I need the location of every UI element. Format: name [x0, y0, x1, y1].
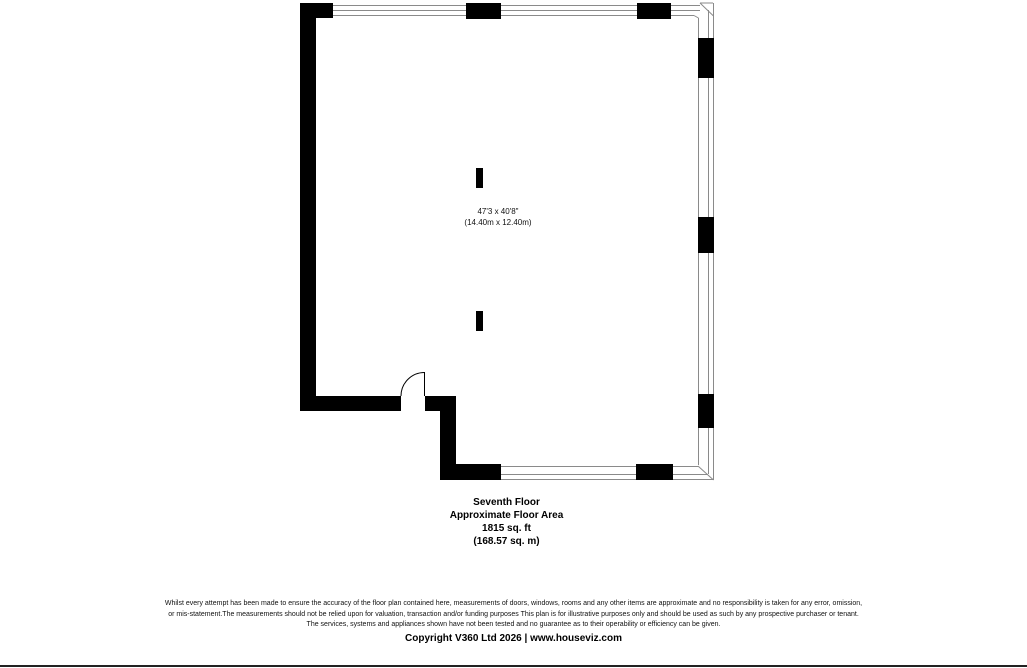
disclaimer-line-2: or mis-statement.The measurements should not be relied upon for valuation, transaction and/or funding purposes This plan is for illustrative purposes only and should be used as such by any prospective purchaser or tenant.: [168, 610, 859, 618]
floor-area-label: Approximate Floor Area: [449, 510, 564, 521]
wall-bottom-left: [300, 396, 401, 411]
floor-name: Seventh Floor: [473, 497, 540, 508]
pier-right-2: [698, 217, 714, 253]
disclaimer: [40, 599, 987, 631]
floor-area-sqm: (168.57 sq. m): [473, 536, 540, 547]
pier-top-1: [466, 3, 501, 19]
disclaimer-line-1: Whilst every attempt has been made to ensure the accuracy of the floor plan contained here, measurements of doors, windows, rooms and any other items are approximate and no responsibility is taken for any error, omission,: [164, 600, 863, 607]
column-1: [476, 168, 483, 188]
wall-bottom: [440, 464, 501, 480]
door-swing-arc: [401, 373, 425, 397]
column-2: [476, 311, 483, 331]
corner-bottom-right-diag: [698, 466, 714, 480]
floor-area-sqft: 1815 sq. ft: [482, 523, 531, 534]
pier-right-3: [698, 394, 714, 428]
bottom-divider: [0, 665, 1027, 667]
pier-right-1: [698, 38, 714, 78]
room-dimensions: [398, 206, 598, 228]
pier-bottom: [636, 464, 673, 480]
door: [401, 372, 425, 396]
pier-top-2: [637, 3, 671, 19]
disclaimer-line-3: The services, systems and appliances shown have not been tested and no guarantee as to their operability or efficiency can be given.: [306, 621, 721, 628]
copyright: Copyright V360 Ltd 2026 | www.houseviz.com: [405, 633, 622, 644]
corner-top-right-diag: [700, 3, 714, 16]
corner-top-right-inner-diag: [694, 16, 699, 19]
wall-left: [300, 3, 316, 411]
walls: [300, 3, 714, 480]
floor-area-summary: [400, 496, 613, 548]
room-dimension-metric: (14.40m x 12.40m): [464, 218, 532, 227]
room-dimension-imperial: 47'3 x 40'8": [477, 207, 519, 216]
